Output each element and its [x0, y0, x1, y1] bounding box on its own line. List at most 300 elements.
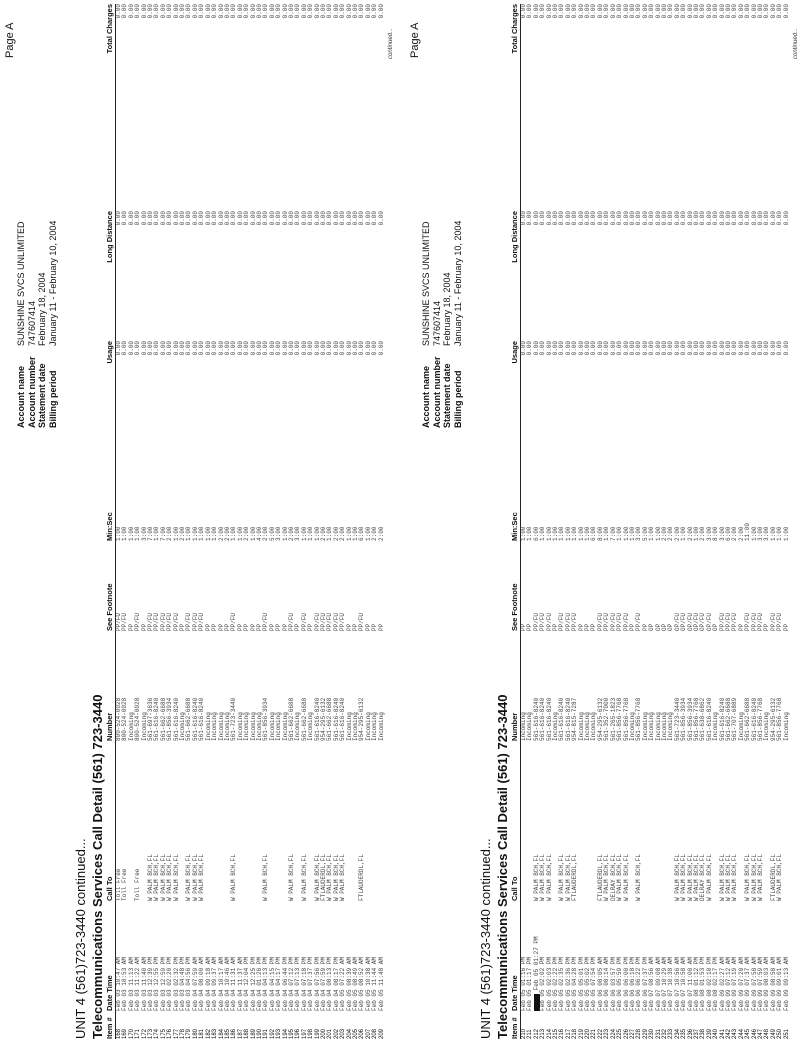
cell-min-sec: 8:00 [712, 526, 720, 541]
cell-footnote: PP/FU [750, 612, 758, 631]
cell-number: 561-697-3636 [147, 697, 155, 741]
cell-footnote: PP [345, 623, 353, 631]
cell-number: 561-616-8240 [191, 697, 199, 741]
cell-item-number: 215 [553, 1028, 560, 1039]
cell-min-sec: 1:00 [172, 526, 180, 541]
cell-min-sec: 1:00 [616, 526, 624, 541]
cell-number: Incoming [377, 712, 385, 741]
cell-number: 561-662-6688 [326, 697, 334, 741]
cell-footnote: PP [243, 623, 251, 631]
cell-total-charges: 0.00 [236, 4, 244, 19]
cell-date-time: Feb 09 08:58 AM [769, 956, 777, 1011]
cell-min-sec: 1:00 [539, 526, 547, 541]
cell-date-time: Feb 05 08:39 AM [345, 956, 353, 1011]
cell-usage: 0.00 [545, 341, 553, 356]
cell-date-time: Feb 04 10:46 AM [223, 956, 231, 1011]
cell-total-charges: 0.00 [667, 4, 675, 19]
cell-long-distance: 0.00 [520, 211, 527, 226]
cell-long-distance: 0.00 [622, 211, 630, 226]
col-total-charges: Total Charges [511, 4, 521, 211]
cell-item-number: 222 [597, 1028, 604, 1039]
cell-footnote: PP/FU [320, 612, 327, 631]
cell-total-charges: 0.00 [249, 4, 257, 19]
col-usage: Usage [511, 341, 521, 461]
cell-total-charges: 0.00 [545, 4, 553, 19]
cell-footnote: PP [223, 623, 231, 631]
cell-total-charges: 0.00 [660, 4, 668, 19]
cell-total-charges: 0.00 [609, 4, 617, 19]
cell-date-time: Feb 06 03:57 PM [609, 956, 617, 1011]
cell-number: Incoming [782, 712, 790, 741]
cell-usage: 0.00 [204, 341, 212, 356]
cell-min-sec: 1:00 [552, 526, 560, 541]
cell-footnote: PP/FU [769, 612, 777, 631]
cell-footnote: OP [654, 623, 662, 631]
cell-number: 561-856-7768 [616, 697, 624, 741]
cell-item-number: 188 [244, 1028, 251, 1039]
cell-total-charges: 0.00 [603, 4, 611, 19]
cell-usage: 0.00 [757, 341, 765, 356]
cell-usage: 0.00 [243, 341, 251, 356]
cell-call-to: W PALM BCH,FL [159, 854, 167, 901]
billing-period-label: Billing period [452, 370, 463, 428]
cell-call-to: W PALM BCH,FL [230, 854, 238, 901]
cell-min-sec: 2:00 [217, 526, 225, 541]
cell-min-sec: 1:00 [782, 526, 790, 541]
cell-usage: 0.00 [191, 341, 199, 356]
cell-call-to [379, 741, 385, 901]
cell-total-charges: 0.00 [757, 4, 765, 19]
call-rows [116, 4, 386, 1039]
cell-long-distance: 0.00 [552, 211, 560, 226]
cell-date-time: Feb 05 02:22 PM [552, 956, 560, 1011]
cell-footnote: PP/FU [230, 612, 238, 631]
statement-date-label: Statement date [37, 363, 47, 428]
cell-date-time: Feb 04 06:44 PM [281, 956, 289, 1011]
cell-long-distance: 0.00 [603, 211, 611, 226]
cell-usage: 0.00 [313, 341, 321, 356]
cell-call-to: W PALM BCH,FL [744, 854, 752, 901]
cell-item-number: 170 [128, 1028, 135, 1039]
cell-number: 561-662-6688 [300, 697, 308, 741]
cell-number: 561-856-3934 [262, 697, 270, 741]
cell-item-number: 172 [141, 1028, 148, 1039]
cell-footnote: OP [712, 623, 720, 631]
cell-item-number: 191 [263, 1028, 270, 1039]
cell-call-to: W PALM BCH,FL [262, 854, 270, 901]
cell-long-distance: 0.00 [352, 211, 360, 226]
cell-item-number: 228 [636, 1028, 643, 1039]
cell-item-number: 180 [192, 1028, 199, 1039]
cell-long-distance: 0.00 [731, 211, 739, 226]
cell-total-charges: 0.00 [121, 4, 129, 19]
col-footnote: See Footnote [106, 541, 116, 631]
cell-usage: 0.00 [255, 341, 263, 356]
cell-number: Incoming [641, 712, 649, 741]
cell-number: 561-856-3934 [680, 697, 688, 741]
cell-number: 561-616-8240 [558, 697, 566, 741]
cell-footnote: PP/FU [718, 612, 726, 631]
cell-item-number: 209 [378, 1028, 385, 1039]
cell-long-distance: 0.00 [667, 211, 675, 226]
cell-number: Incoming [552, 712, 560, 741]
cell-total-charges: 0.00 [204, 4, 212, 19]
cell-call-to: W PALM BCH,FL [705, 854, 713, 901]
statement-date-label: Statement date [442, 363, 452, 428]
cell-long-distance: 0.00 [287, 211, 295, 226]
cell-total-charges: 0.00 [159, 4, 167, 19]
cell-total-charges: 0.00 [358, 4, 366, 19]
cell-long-distance: 0.00 [577, 211, 585, 226]
cell-footnote: PP/FU [558, 612, 566, 631]
cell-total-charges: 0.00 [731, 4, 739, 19]
cell-number: 561-616-8240 [172, 697, 180, 741]
cell-footnote: PP [307, 623, 315, 631]
cell-item-number: 174 [154, 1028, 161, 1039]
cell-total-charges: 0.00 [127, 4, 135, 19]
cell-long-distance: 0.00 [545, 211, 553, 226]
cell-date-time: Feb 06 05:59 PM [616, 956, 624, 1011]
cell-number: Incoming [307, 712, 315, 741]
cell-number: Incoming [223, 712, 231, 741]
cell-min-sec: 1:00 [520, 526, 527, 541]
cell-total-charges: 0.00 [153, 4, 161, 19]
cell-date-time: Feb 09 07:58 AM [750, 956, 758, 1011]
cell-min-sec: 1:00 [692, 526, 700, 541]
cell-usage: 0.00 [718, 341, 726, 356]
cell-total-charges: 0.00 [622, 4, 630, 19]
cell-number: Incoming [763, 712, 771, 741]
cell-item-number: 190 [256, 1028, 263, 1039]
cell-item-number: 194 [282, 1028, 289, 1039]
cell-number: Incoming [243, 712, 251, 741]
cell-date-time: Feb 05 08:49 AM [352, 956, 360, 1011]
cell-long-distance: 0.00 [692, 211, 700, 226]
cell-number: Incoming [712, 712, 720, 741]
cell-min-sec: 1:00 [121, 526, 129, 541]
cell-footnote: PP/FU [616, 612, 624, 631]
cell-total-charges: 0.00 [217, 4, 225, 19]
cell-call-to [784, 741, 790, 901]
col-footnote: See Footnote [511, 541, 521, 631]
cell-footnote: PP/FU [115, 612, 122, 631]
cell-number: 561-616-8240 [705, 697, 713, 741]
cell-total-charges: 0.00 [191, 4, 199, 19]
cell-number: Incoming [211, 712, 219, 741]
cell-item-number: 175 [160, 1028, 167, 1039]
cell-long-distance: 0.00 [526, 211, 534, 226]
cell-date-time: Feb 09 08:03 AM [763, 956, 771, 1011]
cell-number: 561-616-8240 [545, 697, 553, 741]
cell-item-number: 250 [777, 1028, 784, 1039]
account-name-label: Account name [421, 365, 431, 428]
cell-total-charges: 0.00 [692, 4, 700, 19]
cell-call-to: W PALM BCH,FL [172, 854, 180, 901]
cell-usage: 0.00 [680, 341, 688, 356]
cell-item-number: 232 [661, 1028, 668, 1039]
cell-usage: 0.00 [763, 341, 771, 356]
cell-footnote: PP [275, 623, 283, 631]
cell-date-time: Feb 03 11:40 AM [140, 956, 148, 1011]
col-number: Number [106, 631, 116, 741]
cell-usage: 0.00 [692, 341, 700, 356]
cell-long-distance: 0.00 [236, 211, 244, 226]
cell-call-to: W PALM BCH,FL [185, 854, 193, 901]
cell-total-charges: 0.00 [718, 4, 726, 19]
cell-min-sec: 1:00 [776, 526, 784, 541]
cell-call-to: W PALM BCH,FL [731, 854, 739, 901]
cell-long-distance: 0.00 [127, 211, 135, 226]
cell-date-time: Feb 03 02:20 PM [166, 956, 174, 1011]
cell-total-charges: 0.00 [134, 4, 142, 19]
continued-note: continued... [388, 27, 394, 59]
cell-item-number: 202 [333, 1028, 340, 1039]
cell-item-number: 225 [617, 1028, 624, 1039]
cell-long-distance: 0.00 [699, 211, 707, 226]
cell-footnote: PP [179, 623, 187, 631]
cell-usage: 0.00 [179, 341, 187, 356]
cell-date-time: Feb 05 02:35 PM [558, 956, 566, 1011]
cell-usage: 0.00 [737, 341, 745, 356]
cell-number: 561-707-6889 [731, 697, 739, 741]
col-total-charges: Total Charges [106, 4, 116, 211]
cell-min-sec: 7:00 [147, 526, 155, 541]
cell-footnote: PP/FU [731, 612, 739, 631]
cell-number: Incoming [364, 712, 372, 741]
cell-call-to: W PALM BCH,FL [332, 854, 340, 901]
cell-item-number: 238 [700, 1028, 707, 1039]
cell-call-to: W PALM BCH,FL [616, 854, 624, 901]
cell-footnote: PP/FU [326, 612, 334, 631]
cell-item-number: 247 [758, 1028, 765, 1039]
cell-min-sec: 2:00 [179, 526, 187, 541]
cell-date-time: Feb 05 01:27 PM [534, 901, 540, 1011]
statement-page-left [0, 0, 404, 1043]
cell-long-distance: 0.00 [249, 211, 257, 226]
cell-total-charges: 0.00 [294, 4, 302, 19]
cell-footnote: OP/FU [673, 612, 681, 631]
cell-call-to: FTLAUDERDL,FL [769, 854, 777, 901]
cell-item-number: 242 [726, 1028, 732, 1039]
cell-number: Incoming [281, 712, 289, 741]
cell-total-charges: 0.00 [712, 4, 720, 19]
cell-long-distance: 0.00 [584, 211, 592, 226]
cell-usage: 0.00 [596, 341, 604, 356]
cell-long-distance: 0.00 [255, 211, 263, 226]
cell-min-sec: 3:00 [140, 526, 148, 541]
col-min-sec: Min:Sec [511, 461, 521, 541]
cell-call-to: W PALM BCH,FL [750, 854, 758, 901]
cell-usage: 0.00 [564, 341, 572, 356]
cell-date-time: Feb 04 08:00 AM [198, 956, 206, 1011]
cell-item-number: 178 [180, 1028, 187, 1039]
cell-item-number: 218 [572, 1028, 579, 1039]
cell-footnote: OP/FU [699, 612, 707, 631]
cell-total-charges: 0.00 [558, 4, 566, 19]
cell-total-charges: 0.00 [281, 4, 289, 19]
cell-call-to: W PALM BCH,FL [673, 854, 681, 901]
cell-footnote: PP [211, 623, 219, 631]
cell-footnote: PP [204, 623, 212, 631]
cell-call-to: Toll Free [115, 868, 122, 901]
cell-min-sec: 2:00 [243, 526, 251, 541]
cell-usage: 0.00 [339, 341, 347, 356]
cell-usage: 0.00 [377, 341, 385, 356]
cell-usage: 0.00 [275, 341, 283, 356]
cell-footnote: PP/FU [166, 612, 174, 631]
cell-footnote: PP [584, 623, 592, 631]
cell-total-charges: 0.00 [763, 4, 771, 19]
cell-min-sec: 5:00 [268, 526, 276, 541]
cell-usage: 0.00 [345, 341, 353, 356]
cell-footnote: PP [377, 623, 385, 631]
cell-call-to: W PALM BCH,FL [166, 854, 174, 901]
cell-call-to: FTLAUDERDL,FL [320, 854, 327, 901]
unit-line: UNIT 4 (561)723-3440 continued... [73, 838, 88, 1039]
cell-total-charges: 0.00 [673, 4, 681, 19]
account-number-row [27, 221, 38, 428]
cell-number: 561-662-6688 [725, 697, 732, 741]
call-detail-table [511, 4, 790, 1039]
cell-min-sec: 6:00 [725, 526, 732, 541]
statement-date-row [442, 221, 453, 428]
cell-number: 561-265-1823 [609, 697, 617, 741]
cell-total-charges: 0.00 [287, 4, 295, 19]
cell-usage: 0.00 [115, 341, 122, 356]
cell-number: Incoming [127, 712, 135, 741]
cell-footnote: PP/FU [603, 612, 611, 631]
cell-usage: 0.00 [667, 341, 675, 356]
cell-usage: 0.00 [628, 341, 636, 356]
account-info [16, 221, 58, 428]
cell-usage: 0.00 [300, 341, 308, 356]
cell-date-time: Feb 04 08:13 PM [326, 956, 334, 1011]
cell-total-charges: 0.00 [648, 4, 656, 19]
cell-call-to: W PALM BCH,FL [532, 854, 540, 901]
cell-item-number: 248 [764, 1028, 771, 1039]
cell-usage: 0.00 [211, 341, 219, 356]
cell-min-sec: 3:00 [275, 526, 283, 541]
cell-item-number: 245 [745, 1028, 752, 1039]
cell-long-distance: 0.00 [172, 211, 180, 226]
cell-date-time: Feb 08 02:17 PM [712, 956, 720, 1011]
cell-date-time: Feb 07 10:56 AM [673, 956, 681, 1011]
cell-footnote: PP/FU [313, 612, 321, 631]
cell-long-distance: 0.00 [300, 211, 308, 226]
cell-usage: 0.00 [281, 341, 289, 356]
cell-footnote: OP/FU [705, 612, 713, 631]
cell-min-sec: 2:00 [667, 526, 675, 541]
cell-total-charges: 0.00 [584, 4, 592, 19]
rotated-page [0, 0, 404, 1043]
cell-item-number: 212 [533, 1028, 540, 1039]
cell-long-distance: 0.00 [159, 211, 167, 226]
cell-footnote: PP [782, 623, 790, 631]
cell-footnote: PP [628, 623, 636, 631]
cell-total-charges: 0.00 [198, 4, 206, 19]
cell-long-distance: 0.00 [635, 211, 643, 226]
cell-min-sec: 1:00 [307, 526, 315, 541]
cell-long-distance: 0.00 [782, 211, 790, 226]
cell-total-charges: 0.00 [577, 4, 585, 19]
cell-number: 561-616-8240 [332, 697, 340, 741]
cell-footnote: PP [249, 623, 257, 631]
cell-long-distance: 0.00 [680, 211, 688, 226]
cell-number: 800-524-0028 [115, 697, 122, 741]
cell-long-distance: 0.00 [140, 211, 148, 226]
cell-number: 800-524-0028 [134, 697, 142, 741]
cell-number: Incoming [345, 712, 353, 741]
cell-date-time: Feb 06 06:00 PM [622, 956, 630, 1011]
cell-footnote: PP/FU [185, 612, 193, 631]
cell-long-distance: 0.00 [564, 211, 572, 226]
cell-usage: 0.00 [223, 341, 231, 356]
cell-date-time: Feb 09 07:20 AM [737, 956, 745, 1011]
cell-number: Incoming [584, 712, 592, 741]
cell-item-number: 182 [205, 1028, 212, 1039]
section-title: Telecommunications Services Call Detail (561) 723-3440 [90, 694, 105, 1039]
table-row [784, 4, 790, 1039]
cell-item-number: 249 [770, 1028, 777, 1039]
cell-usage: 0.00 [571, 341, 579, 356]
cell-item-number: 208 [372, 1028, 379, 1039]
cell-date-time: Feb 08 01:12 PM [692, 956, 700, 1011]
cell-footnote: PP/FU [191, 612, 199, 631]
cell-item-number: 206 [359, 1028, 366, 1039]
cell-item-number: 236 [687, 1028, 694, 1039]
cell-usage: 0.00 [705, 341, 713, 356]
cell-min-sec: 2:00 [699, 526, 707, 541]
cell-usage: 0.00 [249, 341, 257, 356]
cell-usage: 0.00 [712, 341, 720, 356]
cell-long-distance: 0.00 [364, 211, 372, 226]
cell-item-number: 179 [186, 1028, 193, 1039]
cell-number: 561-662-6688 [159, 697, 167, 741]
cell-call-to: W PALM BCH,FL [622, 854, 630, 901]
cell-number: Incoming [352, 712, 360, 741]
cell-total-charges: 0.00 [364, 4, 372, 19]
cell-long-distance: 0.00 [166, 211, 174, 226]
cell-usage: 0.00 [641, 341, 649, 356]
cell-item-number: 177 [173, 1028, 180, 1039]
cell-long-distance: 0.00 [725, 211, 732, 226]
cell-long-distance: 0.00 [191, 211, 199, 226]
cell-min-sec: 8:00 [596, 526, 604, 541]
cell-date-time: Feb 09 09:13 AM [782, 956, 790, 1011]
col-number: Number [511, 631, 521, 741]
cell-total-charges: 0.00 [526, 4, 534, 19]
cell-min-sec: 4:00 [255, 526, 263, 541]
cell-date-time: Feb 05 04:28 PM [571, 956, 579, 1011]
cell-total-charges: 0.00 [641, 4, 649, 19]
cell-date-time: Feb 04 12:25 PM [249, 956, 257, 1011]
cell-number: Incoming [236, 712, 244, 741]
cell-number: 800-524-0028 [121, 697, 129, 741]
cell-footnote: PP/FU [622, 612, 630, 631]
cell-long-distance: 0.00 [744, 211, 752, 226]
cell-total-charges: 0.00 [377, 4, 385, 19]
cell-min-sec: 1:00 [134, 526, 142, 541]
cell-min-sec: 1:00 [345, 526, 353, 541]
page-label: Page A [409, 22, 421, 58]
cell-footnote: PP/FU [332, 612, 340, 631]
cell-date-time: Feb 05 07:22 AM [339, 956, 347, 1011]
cell-item-number: 246 [751, 1028, 758, 1039]
cell-footnote: PP [352, 623, 360, 631]
cell-usage: 0.00 [140, 341, 148, 356]
col-min-sec: Min:Sec [106, 461, 116, 541]
col-usage: Usage [106, 341, 116, 461]
